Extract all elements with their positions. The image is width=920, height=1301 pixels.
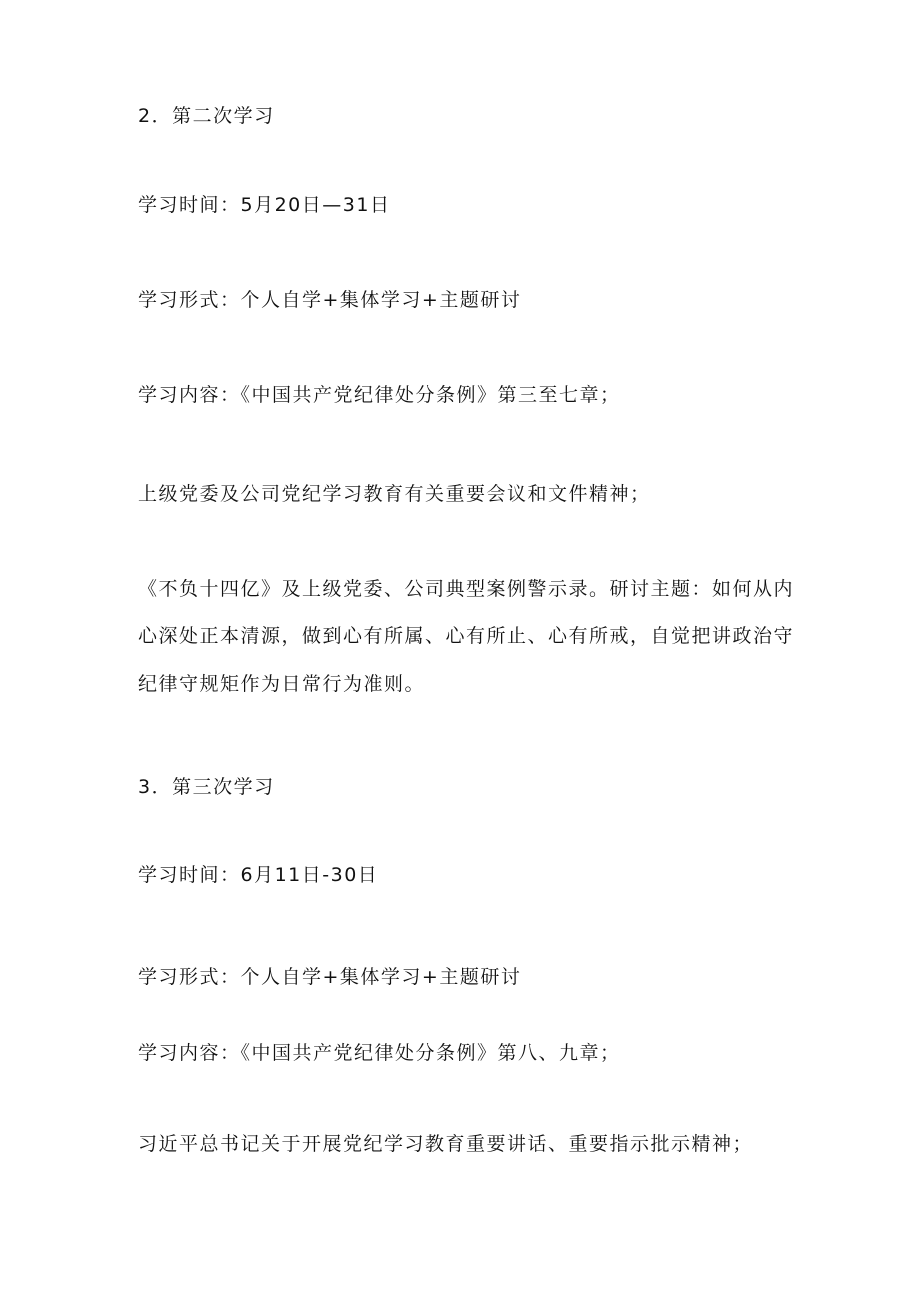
- section-3-content: 学习内容：《中国共产党纪律处分条例》第八、九章；: [138, 1042, 621, 1064]
- section-3-time: 学习时间：6月11日-30日: [138, 864, 379, 886]
- section-2-heading: 2．第二次学习: [138, 105, 275, 127]
- section-3-heading: 3．第三次学习: [138, 776, 275, 798]
- section-2-form: 学习形式：个人自学+集体学习+主题研讨: [138, 289, 522, 311]
- section-2-cases-line-1: 《不负十四亿》及上级党委、公司典型案例警示录。研讨主题：如何从内: [138, 578, 795, 600]
- section-2-time: 学习时间：5月20日—31日: [138, 194, 391, 216]
- section-3-materials: 习近平总书记关于开展党纪学习教育重要讲话、重要指示批示精神；: [138, 1133, 754, 1155]
- section-2-content: 学习内容：《中国共产党纪律处分条例》第三至七章；: [138, 384, 621, 406]
- section-2-cases-line-2: 心深处正本清源，做到心有所属、心有所止、心有所戒，自觉把讲政治守: [138, 625, 795, 647]
- section-2-materials: 上级党委及公司党纪学习教育有关重要会议和文件精神；: [138, 483, 651, 505]
- section-3-form: 学习形式：个人自学+集体学习+主题研讨: [138, 966, 522, 988]
- section-2-cases-line-3: 纪律守规矩作为日常行为准则。: [138, 673, 426, 695]
